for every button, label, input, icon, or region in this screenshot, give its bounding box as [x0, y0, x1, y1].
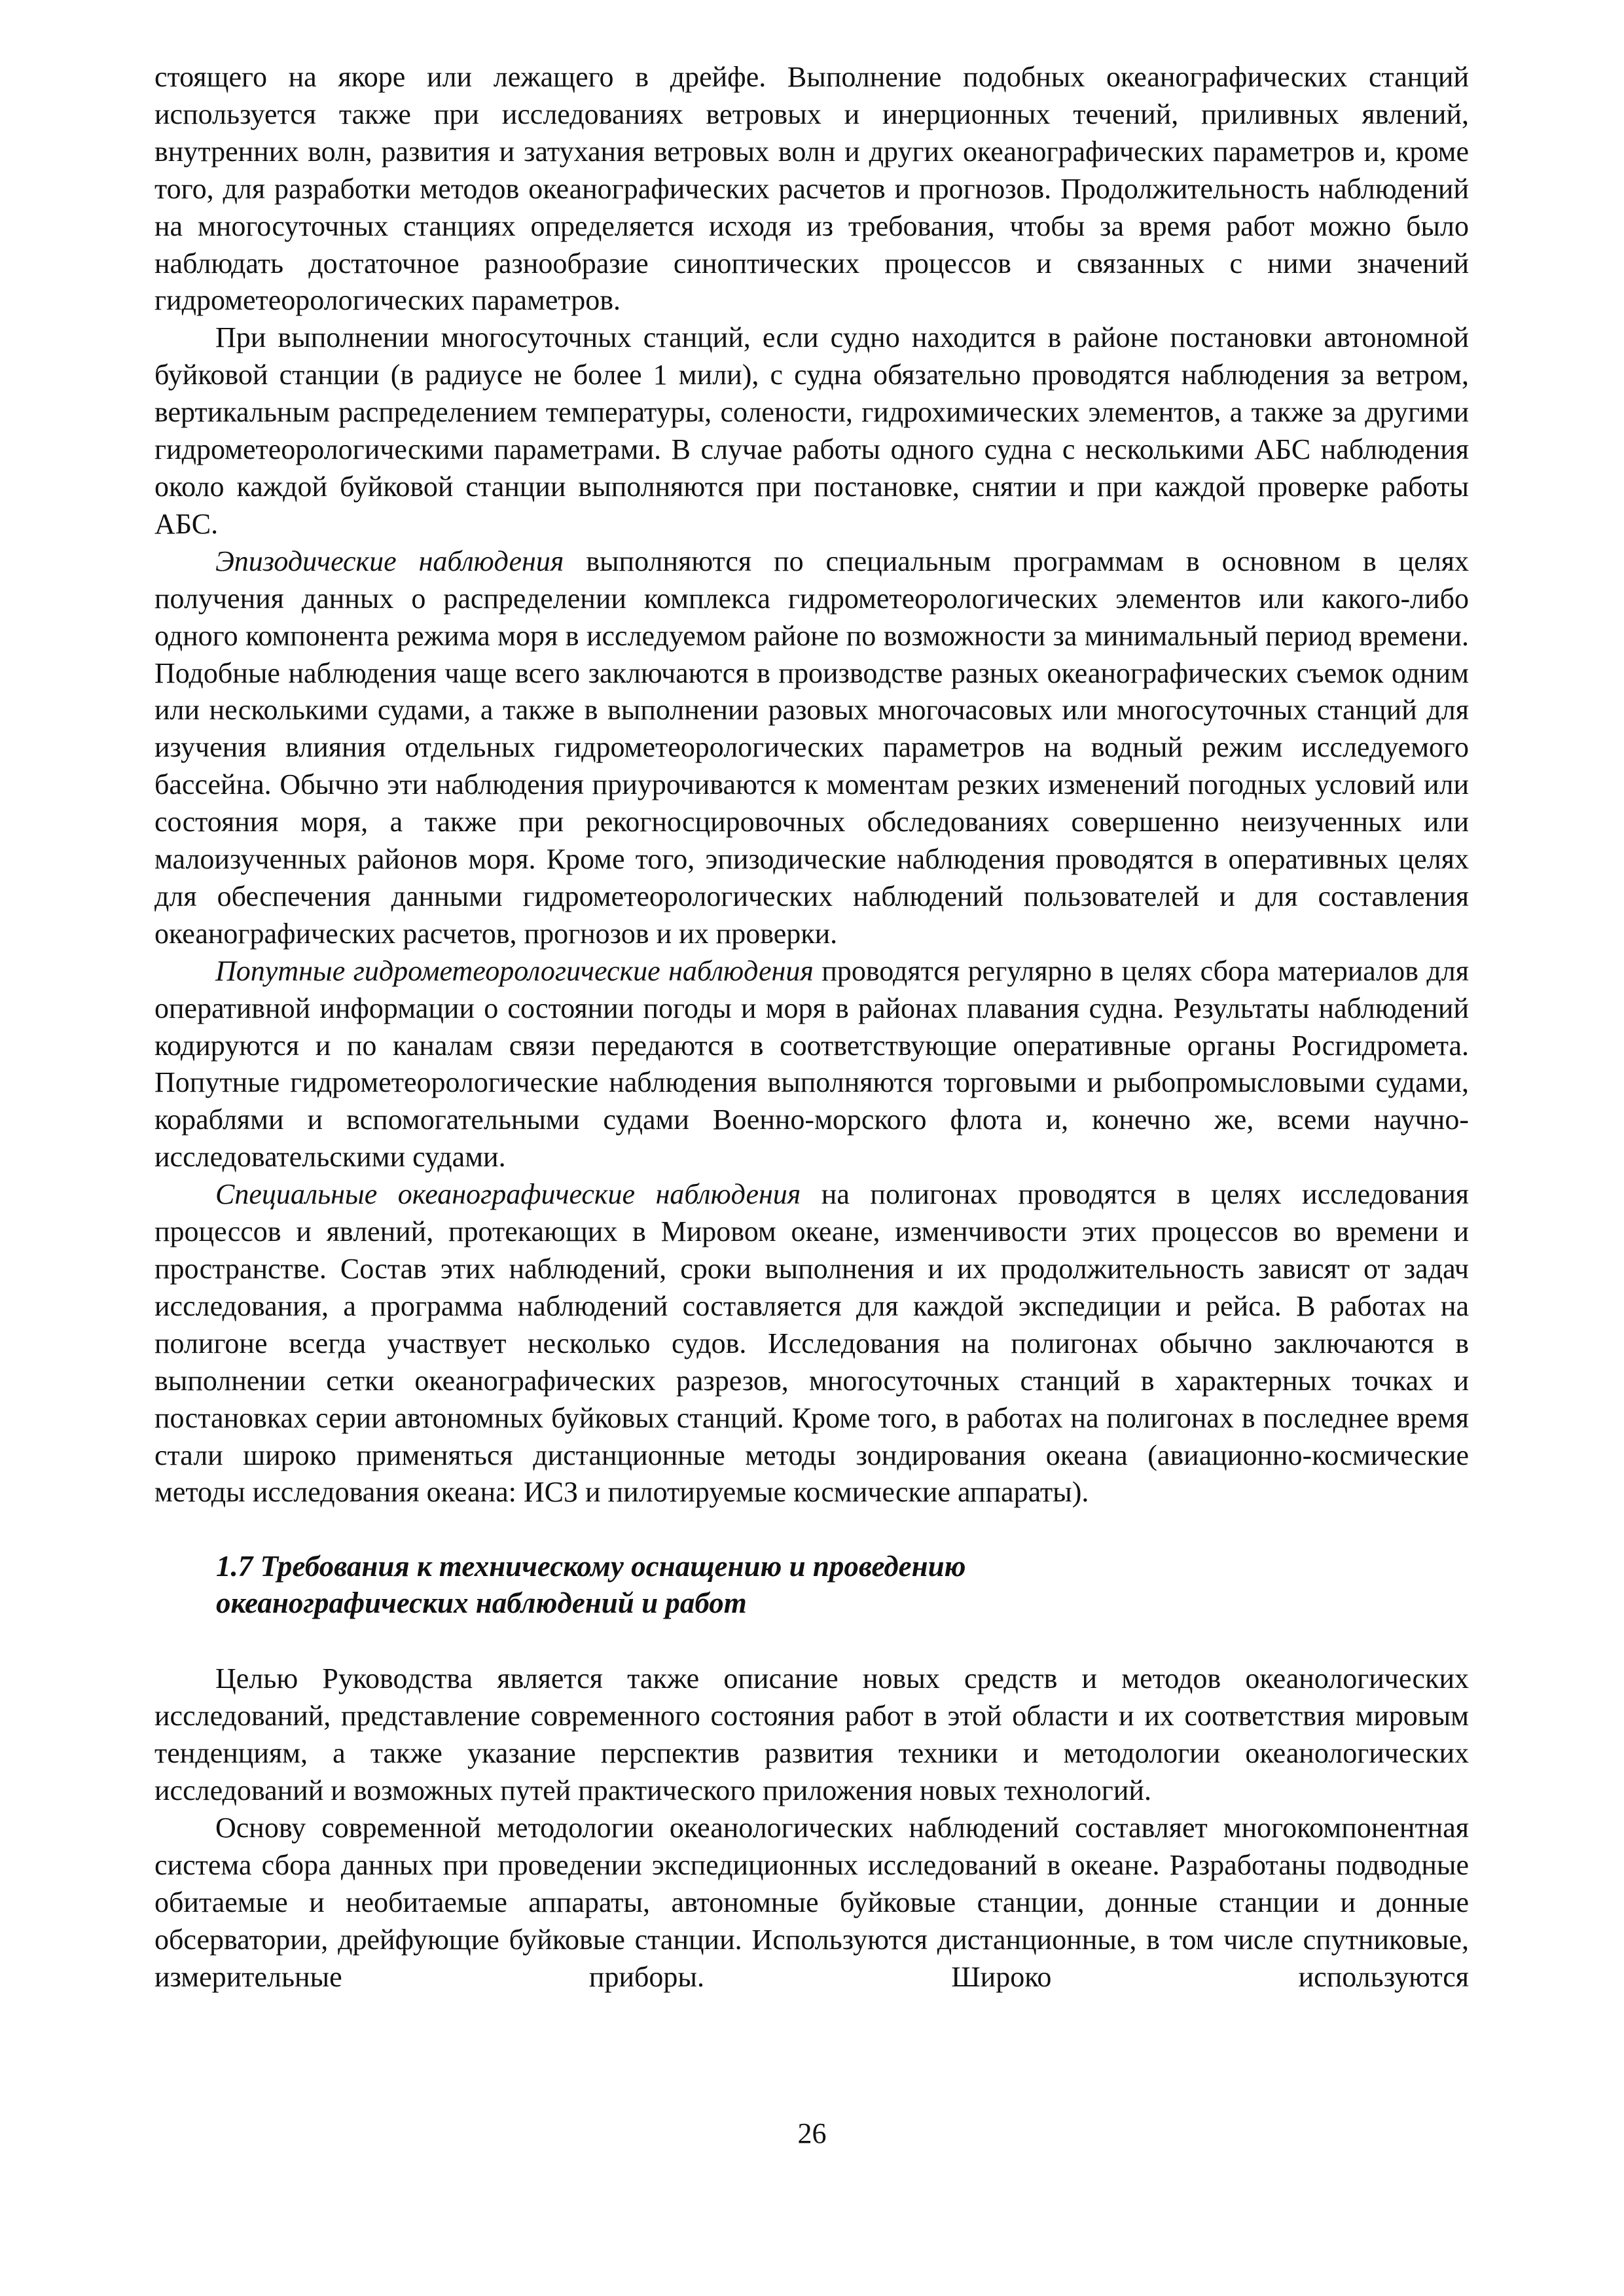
paragraph-episodic-text: выполняются по специальным программам в основном в целях получения данных о распределении комплекса гидрометеорологических элементов или какого-либо одного компонента режима моря в исследуемом районе по возможности за минимальный период времени. Подобные наблюдения чаще всего заключаются в производстве разных океанографических съемок одним или несколькими судами, а также в выполнении разовых многочасовых или многосуточных станций для изучения влияния отдельных гидрометеорологических параметров на водный режим исследуемого бассейна. Обычно эти наблюдения приурочиваются к моментам резких изменений погодных условий или состояния моря, а также при рекогносцировочных обследованиях совершенно неизученных или малоизученных районов моря. Кроме того, эпизодические наблюдения проводятся в оперативных целях для обеспечения данными гидрометеорологических наблюдений пользователей и для составления океанографических расчетов, прогнозов и их проверки.	[154, 545, 1469, 950]
term-enroute: Попутные гидрометеорологические наблюдения	[215, 954, 814, 987]
paragraph-multiday-stations: При выполнении многосуточных станций, если судно находится в районе постановки автономной буйковой станции (в радиусе не более 1 мили), с судна обязательно проводятся наблюдения за ветром, вертикальным распределением температуры, солености, гидрохимических элементов, а также за другими гидрометеорологическими параметрами. В случае работы одного судна с несколькими АБС наблюдения около каждой буйковой станции выполняются при постановке, снятии и при каждой проверке работы АБС.	[154, 321, 1469, 540]
paragraph-purpose: Целью Руководства является также описание новых средств и методов океанологических исследований, представление современного состояния работ в этой области и их соответствия мировым тенденциям, а также указание перспектив развития техники и методологии океанологических исследований и возможных путей практического приложения новых технологий.	[154, 1662, 1469, 1807]
term-special: Специальные океанографические наблюдения	[215, 1178, 801, 1211]
section-heading-line2: океанографических наблюдений и работ	[216, 1587, 747, 1620]
paragraph-enroute-text: проводятся регулярно в целях сбора материалов для оперативной информации о состоянии погоды и моря в районах плавания судна. Результаты наблюдений кодируются и по каналам связи передаются в соответствующие оперативные органы Росгидромета. Попутные гидрометеорологические наблюдения выполняются торговыми и рыбопромысловыми судами, кораблями и вспомогательными судами Военно-морского флота и, конечно же, всеми научно-исследовательскими судами.	[154, 954, 1470, 1174]
paragraph-enroute	[154, 953, 1469, 1176]
section-heading	[154, 1548, 1469, 1621]
page-number: 26	[797, 2117, 827, 2149]
paragraph-episodic	[154, 543, 1469, 953]
paragraph-methodology: Основу современной методологии океанологических наблюдений составляет многокомпонентная система сбора данных при проведении экспедиционных исследований в океане. Разработаны подводные обитаемые и необитаемые аппараты, автономные буйковые станции, донные станции и донные обсерватории, дрейфующие буйковые станции. Используются дистанционные, в том числе спутниковые, измерительные приборы. Широко используются	[154, 1811, 1469, 1993]
paragraph-special	[154, 1176, 1469, 1511]
section-heading-line1: 1.7 Требования к техническому оснащению и проведению	[216, 1550, 966, 1583]
paragraph-special-text: на полигонах проводятся в целях исследования процессов и явлений, протекающих в Мировом океане, изменчивости этих процессов во времени и пространстве. Состав этих наблюдений, сроки выполнения и их продолжительность зависят от задач исследования, а программа наблюдений составляется для каждой экспедиции и рейса. В работах на полигоне всегда участвует несколько судов. Исследования на полигонах обычно заключаются в выполнении сетки океанографических разрезов, многосуточных станций в характерных точках и постановках серии автономных буйковых станций. Кроме того, в работах на полигонах в последнее время стали широко применяться дистанционные методы зондирования океана (авиационно-космические методы исследования океана: ИСЗ и пилотируемые космические аппараты).	[154, 1178, 1469, 1509]
term-episodic: Эпизодические наблюдения	[215, 545, 564, 577]
document-page	[154, 59, 1469, 1996]
paragraph-continuation: стоящего на якоре или лежащего в дрейфе. Выполнение подобных океанографических станций используется также при исследованиях ветровых и инерционных течений, приливных явлений, внутренних волн, развития и затухания ветровых волн и других океанографических параметров и, кроме того, для разработки методов океанографических расчетов и прогнозов. Продолжительность наблюдений на многосуточных станциях определяется исходя из требования, чтобы за время работ можно было наблюдать достаточное разнообразие синоптических процессов и связанных с ними значений гидрометеорологических параметров.	[154, 61, 1469, 317]
